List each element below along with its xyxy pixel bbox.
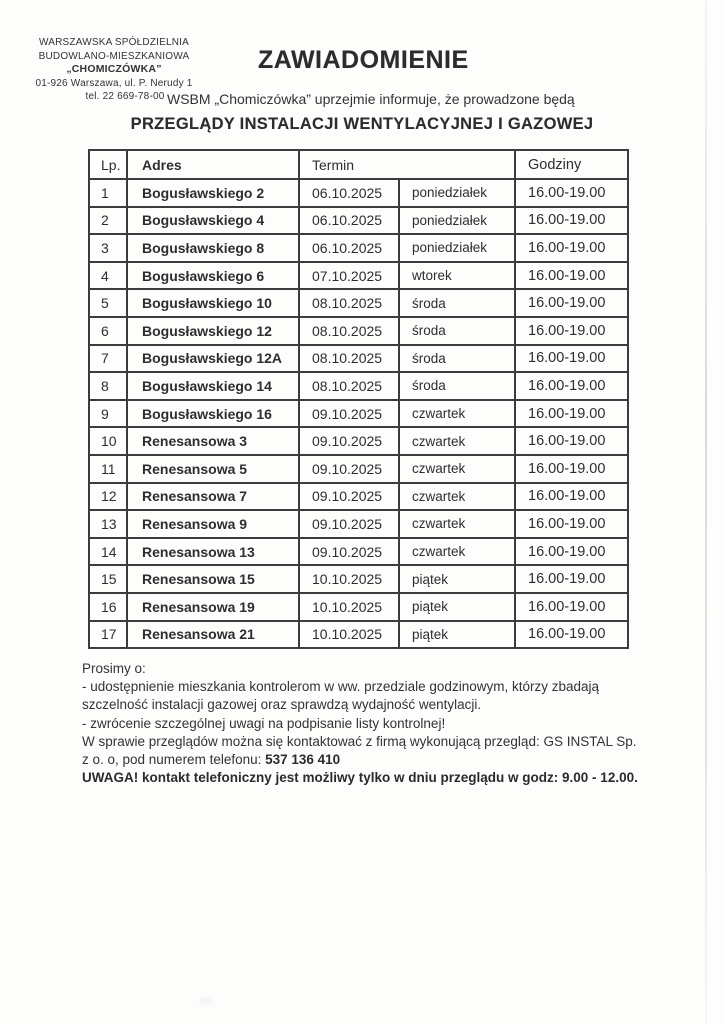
table-header <box>89 150 628 179</box>
footer-bullet2: - zwrócenie szczególnej uwagi na podpisanie listy kontrolnej! <box>82 715 446 731</box>
cell-godziny: 16.00-19.00 <box>515 483 628 511</box>
cell-godziny: 16.00-19.00 <box>515 207 628 235</box>
cell-godziny: 16.00-19.00 <box>515 317 628 345</box>
cell-lp: 16 <box>89 593 127 621</box>
cell-adres: Bogusławskiego 16 <box>127 400 299 428</box>
cell-lp: 5 <box>89 289 127 317</box>
col-header-termin: Termin <box>299 150 515 179</box>
table-row <box>89 538 628 566</box>
footer-warning: UWAGA! kontakt telefoniczny jest możliwy tylko w dniu przeglądu w godz: 9.00 - 12.00. <box>82 770 638 786</box>
footer-contact-line2 <box>82 751 648 769</box>
cell-termin: 08.10.2025 <box>299 317 399 345</box>
cell-lp: 8 <box>89 372 127 400</box>
cell-godziny: 16.00-19.00 <box>515 455 628 483</box>
table-row <box>89 455 628 483</box>
cell-termin: 07.10.2025 <box>299 262 399 290</box>
cell-dzien: czwartek <box>399 427 515 455</box>
cell-godziny: 16.00-19.00 <box>515 510 628 538</box>
cell-lp: 1 <box>89 179 127 207</box>
cell-godziny: 16.00-19.00 <box>515 621 628 649</box>
cell-lp: 6 <box>89 317 127 345</box>
footer-bullet1-line1: - udostępnienie mieszkania kontrolerom w ww. przedziale godzinowym, którzy zbadają <box>82 679 599 695</box>
scan-artifact-smudge <box>199 997 213 1005</box>
cell-adres: Renesansowa 19 <box>127 593 299 621</box>
footer-text-block <box>82 660 648 787</box>
table-row <box>89 621 628 649</box>
footer-contact-line1: W sprawie przeglądów można się kontaktować z firmą wykonującą przegląd: GS INSTAL Sp. <box>82 733 637 749</box>
cell-termin: 10.10.2025 <box>299 565 399 593</box>
intro-sentence: WSBM „Chomiczówka” uprzejmie informuje, że prowadzone będą <box>167 91 575 107</box>
col-header-lp: Lp. <box>89 150 127 179</box>
footer-intro: Prosimy o: <box>82 661 146 676</box>
cell-godziny: 16.00-19.00 <box>515 234 628 262</box>
cell-dzien: środa <box>399 317 515 345</box>
table-row <box>89 510 628 538</box>
cell-termin: 08.10.2025 <box>299 372 399 400</box>
cell-godziny: 16.00-19.00 <box>515 345 628 373</box>
cell-dzien: czwartek <box>399 538 515 566</box>
cell-lp: 17 <box>89 621 127 649</box>
table-row <box>89 207 628 235</box>
cell-dzien: poniedziałek <box>399 207 515 235</box>
footer-contact-line2-prefix: z o. o, pod numerem telefonu: <box>82 752 266 768</box>
cell-lp: 4 <box>89 262 127 290</box>
cell-godziny: 16.00-19.00 <box>515 289 628 317</box>
cell-godziny: 16.00-19.00 <box>515 593 628 621</box>
table-row <box>89 262 628 290</box>
cell-termin: 10.10.2025 <box>299 593 399 621</box>
col-header-adres: Adres <box>127 150 299 179</box>
cell-termin: 06.10.2025 <box>299 179 399 207</box>
cell-adres: Bogusławskiego 12A <box>127 345 299 373</box>
cell-termin: 09.10.2025 <box>299 510 399 538</box>
cell-godziny: 16.00-19.00 <box>515 262 628 290</box>
cell-adres: Bogusławskiego 6 <box>127 262 299 290</box>
cell-adres: Bogusławskiego 10 <box>127 289 299 317</box>
cell-dzien: piątek <box>399 593 515 621</box>
org-name-line-1: WARSZAWSKA SPÓŁDZIELNIA <box>38 37 189 48</box>
cell-adres: Bogusławskiego 2 <box>127 179 299 207</box>
cell-adres: Bogusławskiego 8 <box>127 234 299 262</box>
table-row <box>89 593 628 621</box>
table-row <box>89 427 628 455</box>
cell-dzien: wtorek <box>399 262 515 290</box>
cell-dzien: czwartek <box>399 400 515 428</box>
cell-dzien: czwartek <box>399 510 515 538</box>
table-row <box>89 400 628 428</box>
cell-lp: 7 <box>89 345 127 373</box>
cell-godziny: 16.00-19.00 <box>515 400 628 428</box>
cell-termin: 06.10.2025 <box>299 207 399 235</box>
cell-termin: 09.10.2025 <box>299 400 399 428</box>
cell-termin: 09.10.2025 <box>299 483 399 511</box>
cell-dzien: poniedziałek <box>399 179 515 207</box>
cell-dzien: piątek <box>399 621 515 649</box>
cell-adres: Bogusławskiego 14 <box>127 372 299 400</box>
col-header-godziny: Godziny <box>515 150 628 179</box>
cell-dzien: czwartek <box>399 455 515 483</box>
cell-godziny: 16.00-19.00 <box>515 565 628 593</box>
cell-godziny: 16.00-19.00 <box>515 372 628 400</box>
cell-adres: Renesansowa 21 <box>127 621 299 649</box>
cell-adres: Renesansowa 9 <box>127 510 299 538</box>
cell-lp: 3 <box>89 234 127 262</box>
table-row <box>89 345 628 373</box>
cell-godziny: 16.00-19.00 <box>515 538 628 566</box>
cell-adres: Bogusławskiego 4 <box>127 207 299 235</box>
cell-lp: 2 <box>89 207 127 235</box>
document-subtitle: PRZEGLĄDY INSTALACJI WENTYLACYJNEJ I GAZOWEJ <box>130 115 594 133</box>
schedule-table-body <box>89 179 628 648</box>
cell-lp: 11 <box>89 455 127 483</box>
org-phone: tel. 22 669-78-00 <box>85 91 165 102</box>
cell-lp: 9 <box>89 400 127 428</box>
cell-adres: Renesansowa 5 <box>127 455 299 483</box>
cell-adres: Renesansowa 15 <box>127 565 299 593</box>
table-row <box>89 289 628 317</box>
cell-termin: 09.10.2025 <box>299 427 399 455</box>
cell-dzien: czwartek <box>399 483 515 511</box>
table-row <box>89 372 628 400</box>
cell-lp: 10 <box>89 427 127 455</box>
cell-adres: Renesansowa 7 <box>127 483 299 511</box>
cell-adres: Bogusławskiego 12 <box>127 317 299 345</box>
org-name-line-2: BUDOWLANO-MIESZKANIOWA <box>38 50 190 62</box>
cell-dzien: środa <box>399 289 515 317</box>
footer-bullet1-line2: szczelność instalacji gazowej oraz sprawdzą wydajność wentylacji. <box>82 697 482 713</box>
cell-dzien: środa <box>399 345 515 373</box>
org-address: 01-926 Warszawa, ul. P. Nerudy 1 <box>35 77 193 89</box>
cell-lp: 15 <box>89 565 127 593</box>
cell-termin: 06.10.2025 <box>299 234 399 262</box>
cell-lp: 12 <box>89 483 127 511</box>
table-row <box>89 317 628 345</box>
table-row <box>89 179 628 207</box>
table-row <box>89 565 628 593</box>
cell-termin: 08.10.2025 <box>299 345 399 373</box>
cell-termin: 08.10.2025 <box>299 289 399 317</box>
document-title: ZAWIADOMIENIE <box>258 46 469 74</box>
cell-lp: 13 <box>89 510 127 538</box>
inspection-schedule-table <box>88 149 629 649</box>
table-header-row <box>89 150 628 179</box>
cell-godziny: 16.00-19.00 <box>515 427 628 455</box>
table-row <box>89 234 628 262</box>
table-row <box>89 483 628 511</box>
cell-adres: Renesansowa 13 <box>127 538 299 566</box>
org-name-line-3: „CHOMICZÓWKA” <box>66 63 162 75</box>
cell-termin: 09.10.2025 <box>299 455 399 483</box>
cell-lp: 14 <box>89 538 127 566</box>
cell-termin: 09.10.2025 <box>299 538 399 566</box>
scan-artifact-edge-line <box>705 0 707 1024</box>
contact-phone-number: 537 136 410 <box>265 752 341 768</box>
cell-dzien: piątek <box>399 565 515 593</box>
cell-dzien: poniedziałek <box>399 234 515 262</box>
cell-termin: 10.10.2025 <box>299 621 399 649</box>
cell-adres: Renesansowa 3 <box>127 427 299 455</box>
cell-dzien: środa <box>399 372 515 400</box>
cell-godziny: 16.00-19.00 <box>515 179 628 207</box>
